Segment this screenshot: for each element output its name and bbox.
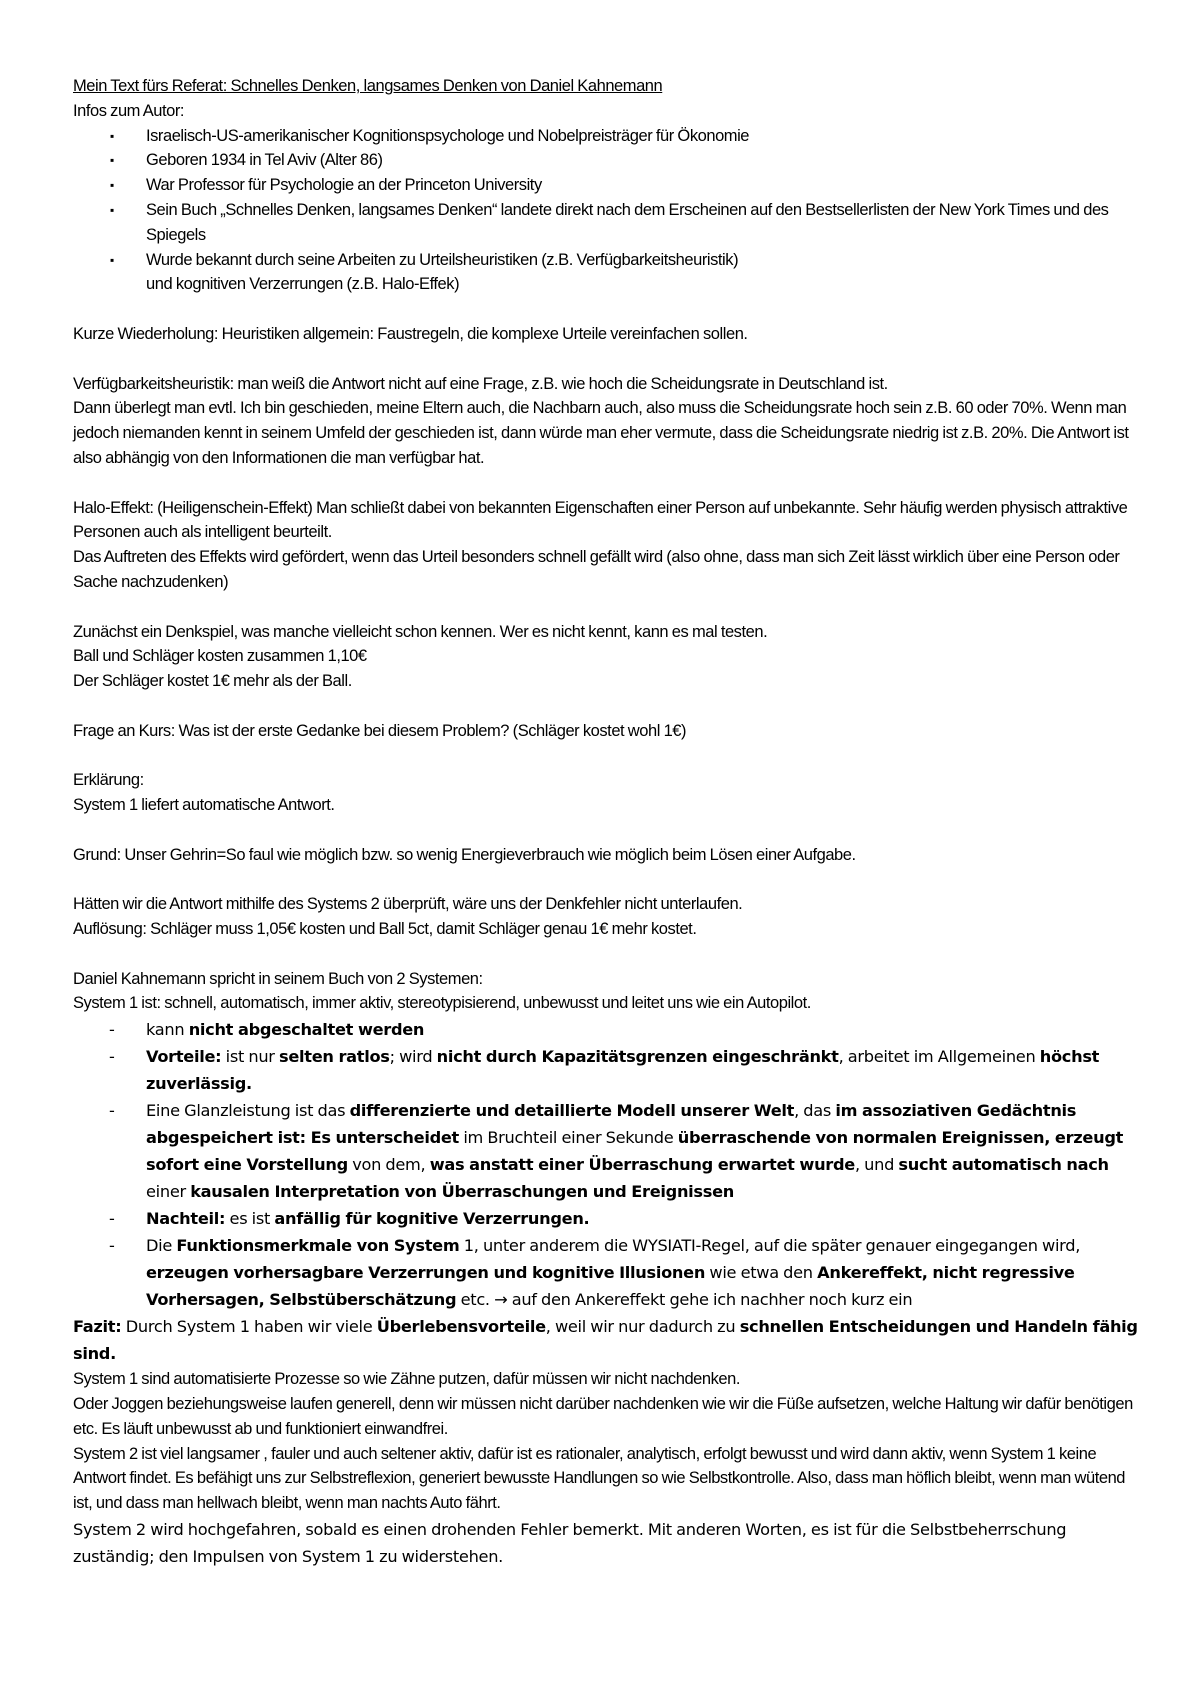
system1-feature-item (73, 1205, 1143, 1232)
author-info-item-line: und kognitiven Verzerrungen (z.B. Halo-Effek) (146, 275, 460, 294)
system1-feature-item (73, 1016, 1143, 1043)
system2-paragraph: System 2 ist viel langsamer , fauler und auch seltener aktiv, dafür ist es rationaler, analytisch, erfolgt bewusst und wird dann aktiv, wenn System 1 keine Antwort findet. Es befähigt uns zur Selbstreflexion, generiert bewusste Handlungen so wie Selbstkontrolle. Also, dass man höflich bleibt, wenn man wütend ist, und dass man hellwach bleibt, wenn man nachts Auto fährt. (73, 1444, 1126, 1513)
text-segment: Eine Glanzleistung ist das (146, 1101, 350, 1121)
author-info-item (73, 248, 1143, 298)
course-question: Frage an Kurs: Was ist der erste Gedanke bei diesem Problem? (Schläger kostet wohl 1€) (73, 721, 687, 740)
explanation-line: System 1 liefert automatische Antwort. (73, 796, 335, 815)
text-segment: etc. → auf den Ankereffekt gehe ich nachher noch kurz ein (456, 1290, 913, 1310)
text-segment: , und (854, 1155, 899, 1175)
bold-text-segment: im assoziativen Gedächtnis abgespeichert ist: Es unterscheidet (146, 1101, 1077, 1148)
conclusion-paragraph (73, 1313, 1143, 1367)
reason-line: Grund: Unser Gehrin=So faul wie möglich bzw. so wenig Energieverbrauch wie möglich beim Lösen einer Aufgabe. (73, 845, 856, 864)
system1-definition: System 1 ist: schnell, automatisch, immer aktiv, stereotypisierend, unbewusst und leitet uns wie ein Autopilot. (73, 994, 811, 1013)
bold-text-segment: Vorteile: (146, 1047, 222, 1067)
bold-text-segment: erzeugen vorhersagbare Verzerrungen und kognitive Illusionen (146, 1263, 706, 1283)
text-segment: von dem, (347, 1155, 430, 1175)
bold-text-segment: Ankereffekt, nicht regressive Vorhersagen, Selbstüberschätzung (146, 1263, 1075, 1310)
halo-effect-paragraph: Halo-Effekt: (Heiligenschein-Effekt) Man schließt dabei von bekannten Eigenschaften einer Person auf unbekannte. Sehr häufig werden physisch attraktive Personen auch als intelligent beurteilt. (73, 498, 1128, 542)
availability-heuristic-paragraph: Verfügbarkeitsheuristik: man weiß die Antwort nicht auf eine Frage, z.B. wie hoch die Scheidungsrate in Deutschland ist. (73, 374, 888, 393)
bold-text-segment: kausalen Interpretation von Überraschungen und Ereignissen (190, 1182, 735, 1202)
text-segment: im Bruchteil einer Sekunde (458, 1128, 678, 1148)
heuristics-intro: Kurze Wiederholung: Heuristiken allgemein: Faustregeln, die komplexe Urteile vereinfachen sollen. (73, 324, 748, 343)
system1-feature-list (73, 1016, 1143, 1313)
bold-text-segment: anfällig für kognitive Verzerrungen. (274, 1209, 590, 1229)
text-segment: , arbeitet im Allgemeinen (838, 1047, 1040, 1067)
text-segment: einer (146, 1182, 191, 1202)
bold-text-segment: nicht durch Kapazitätsgrenzen eingeschränkt (436, 1047, 839, 1067)
automation-paragraph: System 1 sind automatisierte Prozesse so wie Zähne putzen, dafür müssen wir nicht nachdenken. (73, 1370, 741, 1389)
bold-text-segment: schnellen Entscheidungen und Handeln fähig sind. (73, 1317, 1138, 1364)
puzzle-line: Der Schläger kostet 1€ mehr als der Ball. (73, 672, 352, 691)
document-body (73, 74, 1143, 1570)
automation-paragraph-2: Oder Joggen beziehungsweise laufen generell, denn wir müssen nicht darüber nachdenken wie wir die Füße aufsetzen, welche Haltung wir dafür benötigen etc. Es läuft unbewusst ab und funktioniert einwandfrei. (73, 1395, 1133, 1438)
author-info-item: ▪ Israelisch-US-amerikanischer Kognitionspsychologe und Nobelpreisträger für Ökonomie (73, 124, 1143, 149)
author-info-item: ▪ War Professor für Psychologie an der Princeton University (73, 173, 1143, 198)
author-heading: Infos zum Autor: (73, 101, 185, 120)
text-segment: wie etwa den (705, 1263, 818, 1283)
bold-text-segment: was anstatt einer Überraschung erwartet wurde (429, 1155, 855, 1175)
text-segment: ist nur (221, 1047, 280, 1067)
text-segment: ; wird (389, 1047, 437, 1067)
halo-effect-paragraph-2: Das Auftreten des Effekts wird gefördert, wenn das Urteil besonders schnell gefällt wird (also ohne, dass man sich Zeit lässt wirklich über eine Person oder Sache nachzudenken) (73, 548, 1120, 591)
bold-text-segment: nicht abgeschaltet werden (188, 1020, 425, 1040)
text-segment: Durch System 1 haben wir viele (121, 1317, 377, 1337)
author-info-item: ▪ Sein Buch „Schnelles Denken, langsames Denken“ landete direkt nach dem Erscheinen auf den Bestsellerlisten der New York Times und des Spiegels (73, 198, 1143, 248)
system1-feature-item (73, 1232, 1143, 1313)
bold-text-segment: differenzierte und detaillierte Modell unserer Welt (349, 1101, 795, 1121)
bold-text-segment: Funktionsmerkmale von System (176, 1236, 460, 1256)
system1-feature-item (73, 1043, 1143, 1097)
bold-text-segment: Überlebensvorteile (376, 1317, 546, 1337)
bold-text-segment: höchst zuverlässig. (146, 1047, 1100, 1094)
text-segment: kann (146, 1020, 189, 1040)
bold-text-segment: selten ratlos (279, 1047, 390, 1067)
puzzle-intro: Zunächst ein Denkspiel, was manche vielleicht schon kennen. Wer es nicht kennt, kann es mal testen. (73, 622, 768, 641)
systems-intro: Daniel Kahnemann spricht in seinem Buch von 2 Systemen: (73, 969, 483, 988)
availability-example-paragraph: Dann überlegt man evtl. Ich bin geschieden, meine Eltern auch, die Nachbarn auch, also muss die Scheidungsrate hoch sein z.B. 60 oder 70%. Wenn man jedoch niemanden kennt in seinem Umfeld der geschieden ist, dann würde man eher vermute, dass die Scheidungsrate niedrig ist z.B. 20%. Die Antwort ist also abhängig von den Informationen die man verfügbar hat. (73, 399, 1129, 467)
author-info-item: ▪ Geboren 1934 in Tel Aviv (Alter 86) (73, 148, 1143, 173)
author-info-item-line: Wurde bekannt durch seine Arbeiten zu Urteilsheuristiken (z.B. Verfügbarkeitsheuristik) (146, 250, 739, 269)
solution-line: Auflösung: Schläger muss 1,05€ kosten und Ball 5ct, damit Schläger genau 1€ mehr kostet. (73, 920, 697, 939)
text-segment: Die (146, 1236, 177, 1256)
bold-text-segment: sucht automatisch nach (898, 1155, 1109, 1175)
bold-text-segment: Fazit: (73, 1317, 122, 1337)
bold-text-segment: überraschende von normalen Ereignissen, erzeugt sofort eine Vorstellung (146, 1128, 1124, 1175)
text-segment: , weil wir nur dadurch zu (545, 1317, 740, 1337)
text-segment: 1, unter anderem die WYSIATI-Regel, auf die später genauer eingegangen wird, (459, 1236, 1081, 1256)
check-line: Hätten wir die Antwort mithilfe des Systems 2 überprüft, wäre uns der Denkfehler nicht unterlaufen. (73, 895, 743, 914)
puzzle-line: Ball und Schläger kosten zusammen 1,10€ (73, 647, 367, 666)
document-title: Mein Text fürs Referat: Schnelles Denken, langsames Denken von Daniel Kahnemann (73, 77, 663, 95)
system2-closing-paragraph: System 2 wird hochgefahren, sobald es einen drohenden Fehler bemerkt. Mit anderen Worten, es ist für die Selbstbeherrschung zuständig; den Impulsen von System 1 zu widerstehen. (73, 1520, 1067, 1567)
explanation-heading: Erklärung: (73, 771, 144, 790)
text-segment: es ist (225, 1209, 275, 1229)
text-segment: , das (794, 1101, 836, 1121)
author-info-list (73, 124, 1143, 298)
system1-feature-item (73, 1097, 1143, 1205)
bold-text-segment: Nachteil: (146, 1209, 226, 1229)
